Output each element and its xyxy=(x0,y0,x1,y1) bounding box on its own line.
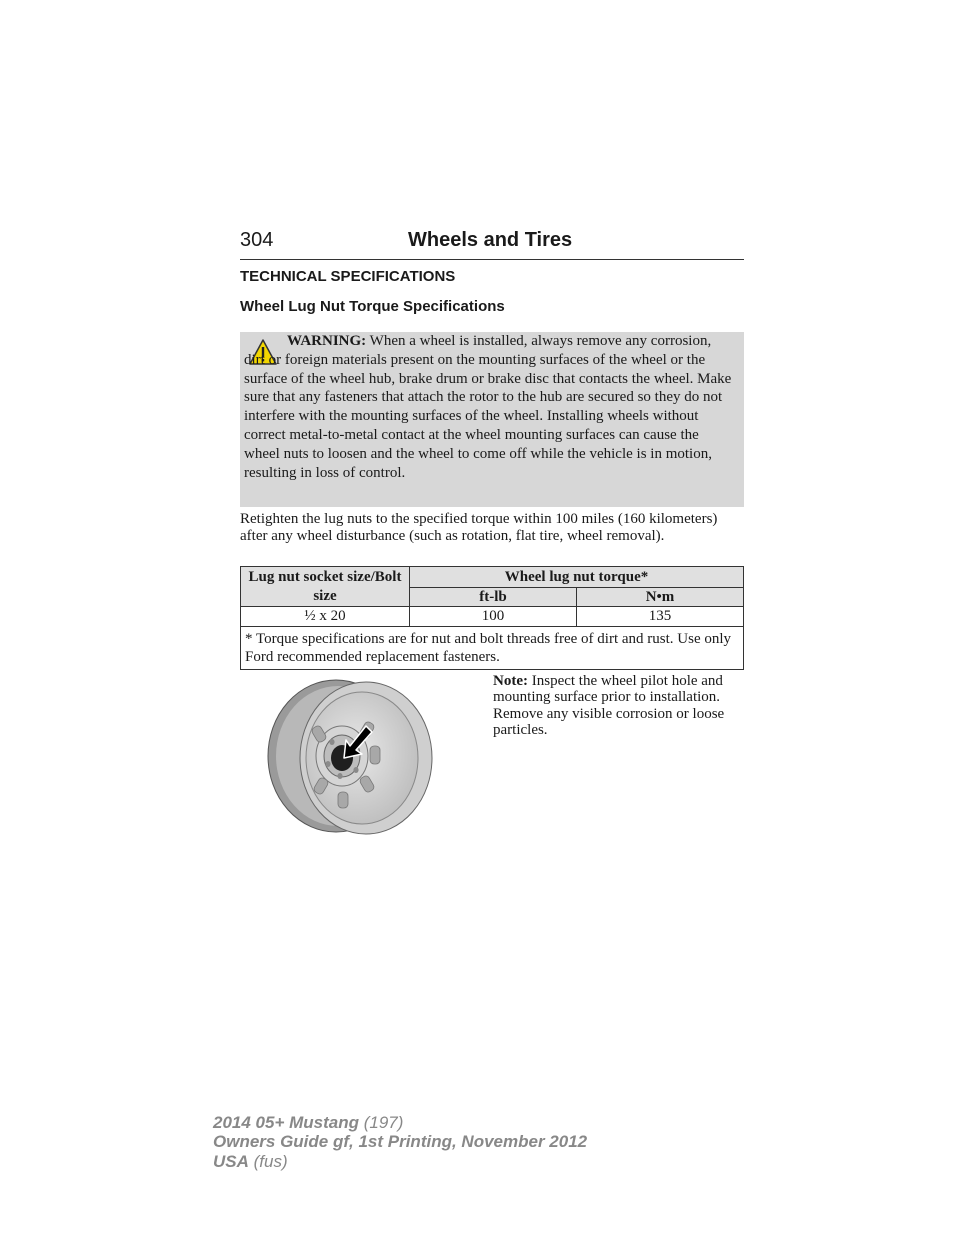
footer-line-1 xyxy=(213,1113,587,1132)
table-row xyxy=(241,607,744,627)
col-header-torque: Wheel lug nut torque* xyxy=(410,567,744,588)
cell-ftlb: 100 xyxy=(410,607,577,627)
note-body: Inspect the wheel pilot hole and mounting surface prior to installation. Remove any visible corrosion or loose particles. xyxy=(493,673,725,738)
footer-printing: Owners Guide gf, 1st Printing, November 2012 xyxy=(213,1132,588,1152)
retighten-paragraph: Retighten the lug nuts to the specified torque within 100 miles (160 kilometers) after any wheel disturbance (such as rotation, flat tire, wheel removal). xyxy=(240,511,718,544)
footer-line-3 xyxy=(213,1152,587,1171)
footer-market: USA xyxy=(213,1151,249,1171)
note-label: Note: xyxy=(493,673,528,689)
footer-model-code: (197) xyxy=(363,1113,404,1132)
section-title: TECHNICAL SPECIFICATIONS xyxy=(240,268,456,285)
warning-label: WARNING: xyxy=(287,333,367,349)
chapter-title: Wheels and Tires xyxy=(408,229,573,251)
col-header-nm: N•m xyxy=(577,588,744,607)
col-header-ftlb: ft-lb xyxy=(410,588,577,607)
warning-body: When a wheel is installed, always remove any corrosion, dirt or foreign materials present on the mounting surfaces of the wheel or the surface of the wheel hub, brake drum or brake disc that contacts the wheel. Make sure that any fasteners that attach the rotor to the hub are secured so they do not interfere with the mounting surfaces of the wheel. Installing wheels without correct metal-to-metal contact at the wheel mounting surfaces can cause the wheel nuts to loosen and the wheel to come off while the vehicle is in motion, resulting in loss of control. xyxy=(244,333,732,481)
warning-text-block xyxy=(244,332,734,482)
wheel-illustration xyxy=(266,676,438,836)
cell-size: ½ x 20 xyxy=(241,607,410,627)
page-number: 304 xyxy=(240,229,274,251)
footer-model: 2014 05+ Mustang xyxy=(213,1113,359,1132)
note-paragraph xyxy=(493,673,743,738)
subsection-title: Wheel Lug Nut Torque Specifications xyxy=(240,298,505,315)
table-footnote: * Torque specifications are for nut and bolt threads free of dirt and rust. Use only Ford recommended replacement fasteners. xyxy=(241,627,744,670)
col-header-size: Lug nut socket size/Bolt size xyxy=(241,567,410,607)
cell-nm: 135 xyxy=(577,607,744,627)
torque-table xyxy=(240,566,744,670)
page-footer xyxy=(213,1113,587,1171)
warning-box xyxy=(240,332,744,507)
footer-line-2 xyxy=(213,1132,587,1151)
page-header xyxy=(240,229,744,260)
footer-market-code: (fus) xyxy=(253,1151,288,1171)
